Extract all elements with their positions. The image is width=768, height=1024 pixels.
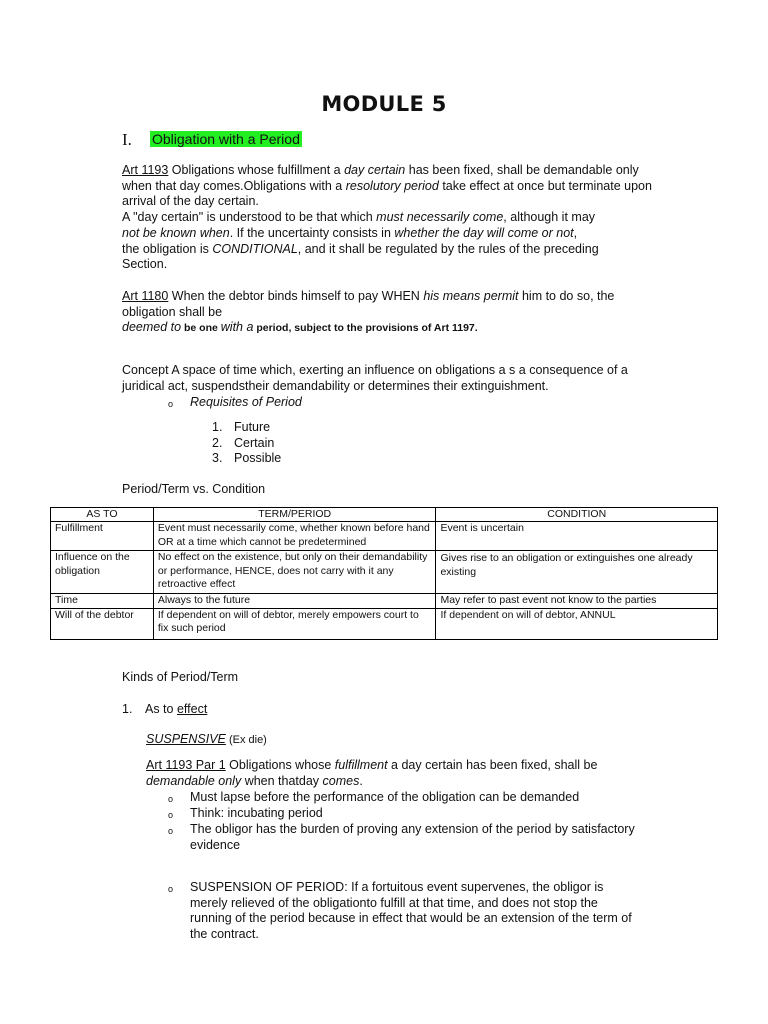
table-row [51, 594, 718, 608]
document-page: MODULE 5 I. Obligation with a Period Art 1193 Obligations whose fulfillment a day certain has been fixed, shall be demandable only when that day comes.Obligations with a resolutory period take effect at once but terminate upon arrival of the day certain. A "day certain" is understood to be that which must necessarily come, although it may not be known when. If the uncertainty consists in whether the day will come or not, the obligation is CONDITIONAL, and it shall be regulated by the rules of the preceding Section. Art 1180 When the debtor binds himself to pay WHEN his means permit him to do so, the obligation shall be deemed to be one with a period, subject to the provisions of Art 1197. Concept A space of time which, exerting an influence on obligations a s a consequence of a juridical act, suspendstheir demandability or determines their extinguishment. o Requisites of Period 1. Future 2. Certain 3. Possible Period/Term vs. Condition AS TO TERM/PERIOD CONDITION Fulfillment Event must necessarily come, whether known before hand OR at a time which cannot be predetermined Event is uncertain Influence on the obligation No effect on the existence, but only on their demandability or performance, HENCE, does not carry with it any retroactive effect Gives rise to an obligation or extinguishes one already existing Time Always to the future May refer to past event not know to the parties Will of the debtor If dependent on will of debtor, merely empowers court to fix such period If dependent on will of debtor, ANNUL Kinds of Period/Term 1. As to effect SUSPENSIVE (Ex die) Art 1193 Par 1 Obligations whose fulfillment a day certain has been fixed, shall be demandable only when thatday comes. o Must lapse before the performance of the obligation can be demanded o Think: incubating period o The obligor has the burden of proving any extension of the period by satisfactory evidence o SUSPENSION OF PERIOD: If a fortuitous event supervenes, the obligor is merely relieved of the obligationto fulfill at that time, and does not stop the running of the period because in effect that would be an extension of the term of the contract. [0, 0, 768, 1024]
art-1180-line-3: deemed to be one with a period, subject to the provisions of Art 1197. [122, 320, 478, 335]
art-1193-line-3: arrival of the day certain. [122, 194, 259, 209]
art-1193-par1-line-1: Art 1193 Par 1 Obligations whose fulfillment a day certain has been fixed, shall be [146, 758, 598, 772]
column-header: CONDITION [436, 508, 718, 522]
art-1193-line-6: the obligation is CONDITIONAL, and it shall be regulated by the rules of the preceding [122, 241, 599, 256]
table-cell: If dependent on will of debtor, merely empowers court to fix such period [153, 608, 436, 639]
art-1193-line-2: when that day comes.Obligations with a resolutory period take effect at once but terminate upon [122, 178, 652, 193]
suspension-of-period: SUSPENSION OF PERIOD: If a fortuitous event supervenes, the obligor is merely relieved of the obligationto fulfill at that time, and does not stop the running of the period because in effect that would be an extension of the term of the contract. [190, 880, 632, 942]
comparison-heading: Period/Term vs. Condition [122, 482, 266, 496]
table-cell: Time [51, 594, 154, 608]
art-1193-par1-ref: Art 1193 Par 1 [146, 758, 226, 772]
requisites-list [212, 420, 281, 467]
column-header: AS TO [51, 508, 154, 522]
suspensive-heading: SUSPENSIVE (Ex die) [146, 732, 267, 746]
kinds-heading: Kinds of Period/Term [122, 670, 239, 684]
bullet-marker: o [168, 826, 174, 836]
table-cell: Always to the future [153, 594, 436, 608]
art-1180-line-1: Art 1180 When the debtor binds himself to pay WHEN his means permit him to do so, the [122, 289, 615, 303]
art-1180-paragraph [122, 289, 652, 337]
art-1193-paragraph [122, 163, 652, 273]
art-1180-line-2: obligation shall be [122, 304, 223, 319]
table-cell: Influence on the obligation [51, 551, 154, 594]
concept-line-2: juridical act, suspendstheir demandability or determines their extinguishment. [122, 378, 549, 393]
table-cell: May refer to past event not know to the parties [436, 594, 718, 608]
table-cell: Event must necessarily come, whether known before hand OR at a time which cannot be predetermined [153, 522, 436, 551]
table-cell: Event is uncertain [436, 522, 718, 551]
table-cell: Gives rise to an obligation or extinguishes one already existing [436, 551, 718, 594]
comparison-table [50, 507, 718, 640]
bullet-marker: o [168, 884, 174, 894]
art-1193-par1-line-2: demandable only when thatday comes. [146, 773, 363, 788]
table-cell: If dependent on will of debtor, ANNUL [436, 608, 718, 639]
table-row [51, 551, 718, 594]
table-cell: Fulfillment [51, 522, 154, 551]
column-header: TERM/PERIOD [153, 508, 436, 522]
bullet-marker: o [168, 810, 174, 820]
art-1193-ref: Art 1193 [122, 163, 169, 177]
table-header-row [51, 508, 718, 522]
concept-line-1: Concept A space of time which, exerting an influence on obligations a s a consequence of a [122, 363, 628, 377]
table-cell: No effect on the existence, but only on their demandability or performance, HENCE, does not carry with it any retroactive effect [153, 551, 436, 594]
art-1193-line-7: Section. [122, 257, 168, 272]
bullet-marker: o [168, 399, 174, 409]
art-1193-line-5: not be known when. If the uncertainty consists in whether the day will come or not, [122, 225, 578, 240]
list-item: 1. Future [212, 420, 271, 434]
art-1193-par1 [146, 758, 646, 789]
section-heading: Obligation with a Period [152, 131, 300, 147]
page-title: MODULE 5 [321, 92, 447, 116]
art-1193-line-1: Art 1193 Obligations whose fulfillment a day certain has been fixed, shall be demandable only [122, 163, 639, 177]
art-1193-line-4: A "day certain" is understood to be that which must necessarily come, although it may [122, 210, 596, 225]
kinds-item-1: 1. As to effect [122, 702, 208, 716]
bullet-marker: o [168, 794, 174, 804]
concept-paragraph [122, 363, 652, 394]
table-row [51, 522, 718, 551]
table-row [51, 608, 718, 639]
requisites-label: Requisites of Period [190, 395, 302, 409]
list-item: 3. Possible [212, 451, 282, 466]
art-1180-ref: Art 1180 [122, 289, 169, 303]
section-numeral: I. [122, 130, 132, 149]
table-cell: Will of the debtor [51, 608, 154, 639]
list-item: 2. Certain [212, 435, 275, 450]
concept-label: Concept [122, 363, 169, 377]
suspensive-label: SUSPENSIVE [146, 732, 226, 746]
